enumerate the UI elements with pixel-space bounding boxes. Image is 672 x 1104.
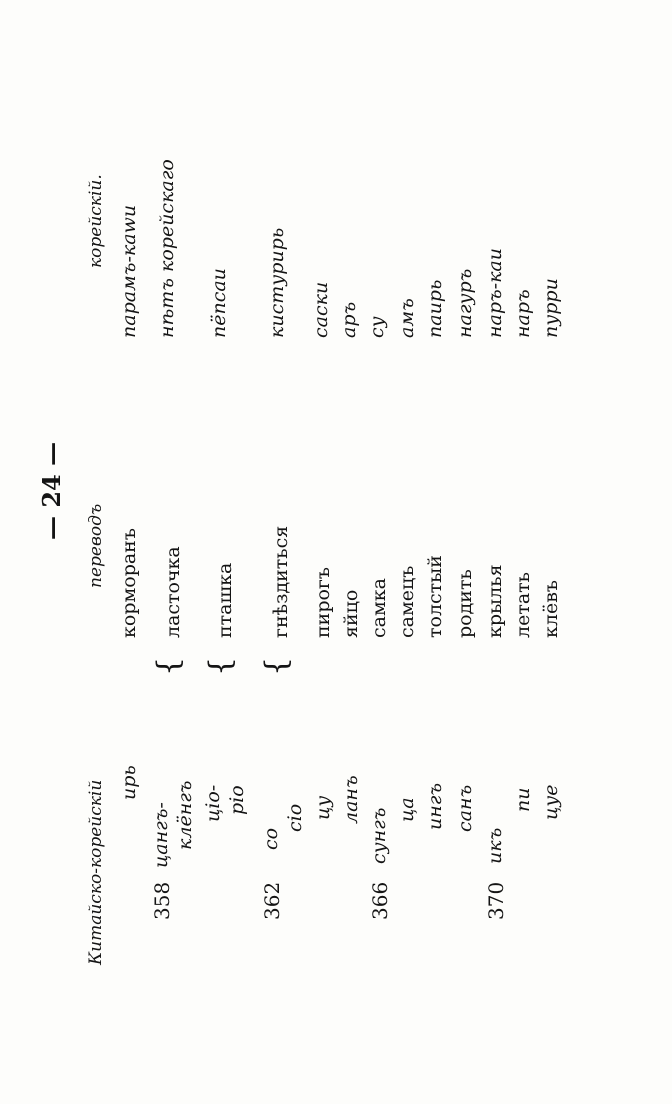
korean-row-9: паирь <box>424 279 446 338</box>
ck-row-6: ланъ <box>340 775 362 824</box>
header-korean: корейскій. <box>86 174 106 268</box>
korean-row-3: пёпсаи <box>208 268 230 338</box>
korean-row-4: кистурирь <box>266 227 288 338</box>
ck-row-9: ингъ <box>424 782 446 830</box>
page-number: — 24 — <box>37 441 66 540</box>
brace-row-3: { <box>203 656 238 676</box>
translation-row-6: яйцо <box>340 589 362 638</box>
korean-row-1: парамъ-каwи <box>118 204 140 338</box>
brace-row-2: { <box>151 656 186 676</box>
translation-row-1: корморанъ <box>118 528 140 638</box>
translation-row-8: самецъ <box>396 565 418 638</box>
brace-row-4: { <box>259 656 294 676</box>
translation-row-4: гнѣздиться <box>270 525 292 638</box>
translation-row-9: толстый <box>424 555 446 638</box>
translation-row-2: ласточка <box>162 546 184 638</box>
translation-row-13: клёвъ <box>540 580 562 638</box>
korean-row-11: наръ-каи <box>484 248 506 338</box>
korean-row-12: наръ <box>512 289 534 338</box>
ck-row-2a: цангъ- <box>150 802 172 868</box>
entry-number-358: 358 <box>150 881 174 920</box>
header-translation: переводъ <box>86 503 106 588</box>
korean-row-7: су <box>366 316 388 338</box>
entry-number-366: 366 <box>368 881 392 920</box>
ck-row-3a: цiо- <box>202 784 224 822</box>
ck-row-4a: со <box>260 827 282 850</box>
translation-row-5: пирогъ <box>312 567 334 638</box>
korean-row-8: амъ <box>396 298 418 338</box>
ck-row-13: цуе <box>540 784 562 820</box>
korean-row-10: нагуръ <box>454 268 476 338</box>
ck-row-10: санъ <box>454 784 476 832</box>
ck-row-1: ирь <box>118 765 140 800</box>
translation-row-3: пташка <box>214 562 236 638</box>
korean-row-6: аръ <box>338 301 360 338</box>
ck-row-8: ца <box>396 797 418 822</box>
ck-row-2b: клёнгъ <box>174 780 196 850</box>
korean-row-13: пурри <box>540 278 562 338</box>
translation-row-11: крылья <box>484 564 506 638</box>
translation-row-10: родить <box>454 569 476 638</box>
ck-row-7: сунгъ <box>368 807 390 864</box>
ck-row-4b: сiо <box>284 803 306 832</box>
korean-row-5: саски <box>310 281 332 338</box>
entry-number-370: 370 <box>484 881 508 920</box>
translation-row-12: летать <box>512 571 534 638</box>
header-chinese-korean: Китайско-корейскій <box>86 779 106 965</box>
ck-row-5: цу <box>312 795 334 820</box>
korean-row-2: нѣтъ корейскаго <box>156 159 178 338</box>
translation-row-7: самка <box>368 578 390 638</box>
ck-row-11: икъ <box>484 827 506 864</box>
ck-row-12: пи <box>512 787 534 812</box>
ck-row-3b: ріо <box>226 785 248 815</box>
entry-number-362: 362 <box>260 881 284 920</box>
